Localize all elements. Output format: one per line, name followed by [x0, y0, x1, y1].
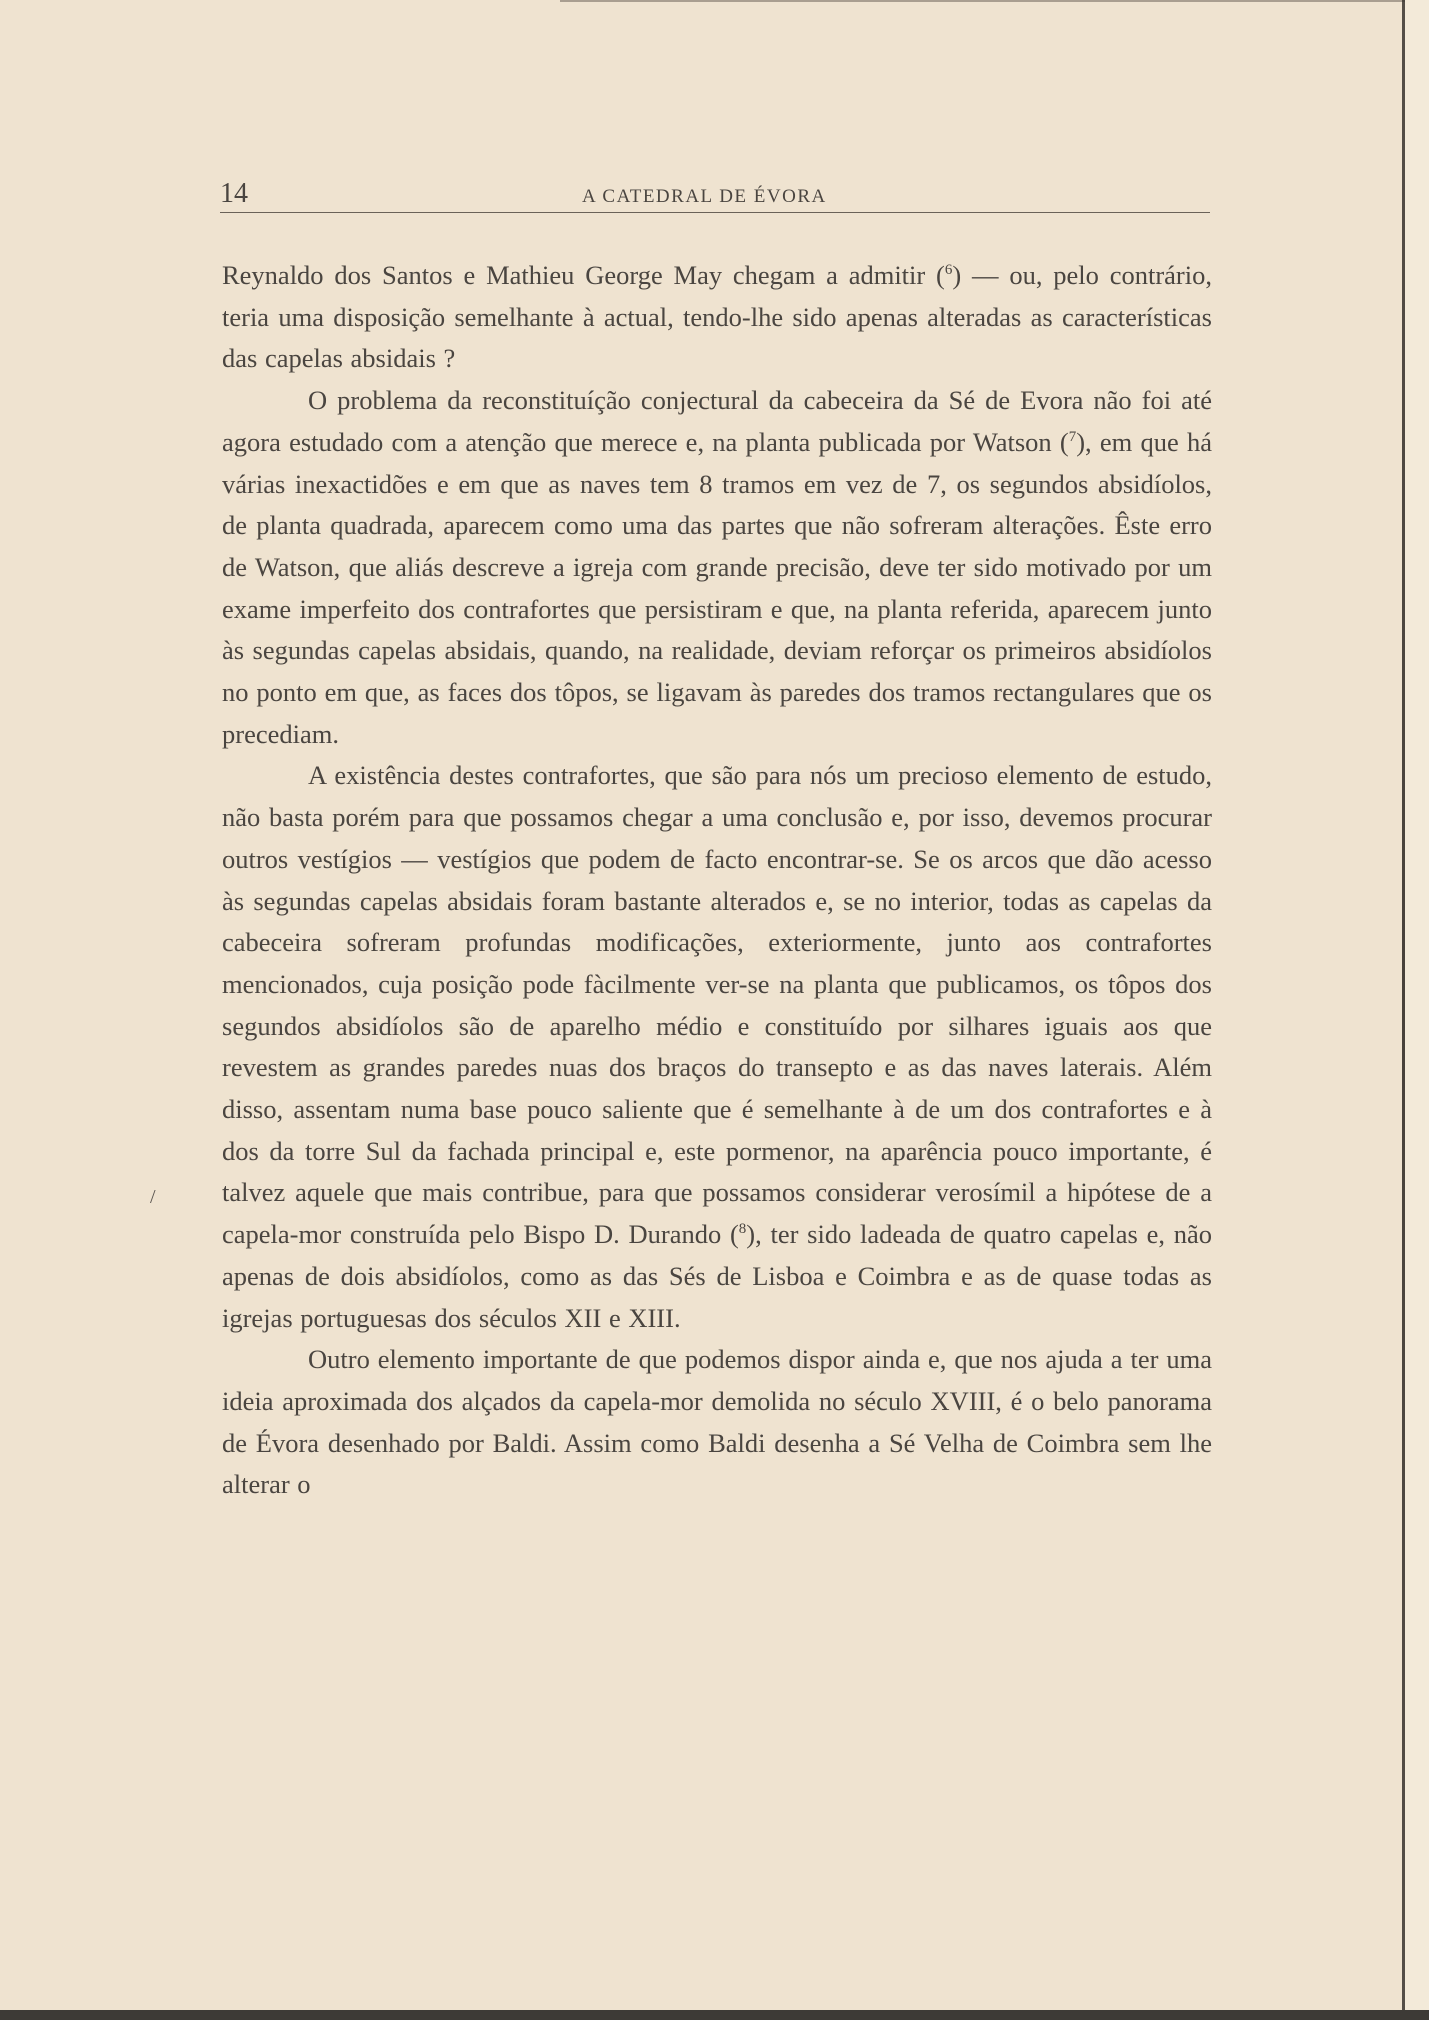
page-top-edge — [560, 0, 1420, 2]
paragraph — [222, 755, 1212, 1339]
text-segment: O problema da reconstituíção conjectural da cabeceira da Sé de Evora não foi até agora estudado com a atenção que merece e, na planta publicada por Watson ( — [222, 385, 1212, 457]
paragraph — [222, 1339, 1212, 1506]
header-rule — [220, 212, 1210, 213]
text-segment: ) — ou, pelo contrário, teria uma disposição semelhante à actual, tendo-lhe sido apenas alteradas as características das capelas absidais ? — [222, 260, 1212, 374]
paragraph — [222, 380, 1212, 755]
text-segment: Outro elemento importante de que podemos dispor ainda e, que nos ajuda a ter uma ideia aproximada dos alçados da capela-mor demolida no século XVIII, é o belo panorama de Évora desenhado por Baldi. Assim como Baldi desenha a Sé Velha de Coimbra sem lhe alterar o — [222, 1344, 1212, 1500]
book-spine-edge — [1402, 0, 1405, 2020]
footnote-reference: 7 — [1068, 428, 1077, 445]
paragraph — [222, 255, 1212, 380]
page-number: 14 — [220, 178, 248, 209]
page-header — [220, 178, 1210, 212]
page-bottom-edge — [0, 2010, 1429, 2020]
footnote-reference: 6 — [944, 262, 953, 278]
running-title: A CATEDRAL DE ÉVORA — [582, 186, 827, 207]
page-right-margin — [1405, 0, 1429, 2020]
footnote-reference: 8 — [738, 1221, 747, 1238]
text-segment: ), em que há várias inexactidões e em que as naves tem 8 tramos em vez de 7, os segundos absidíolos, de planta quadrada, aparecem como uma das partes que não sofreram alterações. Êste erro de Watson, que aliás descreve a igreja com grande precisão, deve ter sido motivado por um exame imperfeito dos contrafortes que persistiram e que, na planta referida, aparecem junto às segundas capelas absidais, quando, na realidade, deviam reforçar os primeiros absidíolos no ponto em que, as faces dos tôpos, se ligavam às paredes dos tramos rectangulares que os precediam. — [222, 426, 1212, 749]
body-text — [222, 255, 1212, 1506]
margin-mark: / — [150, 1186, 156, 1208]
text-segment: A existência destes contrafortes, que são para nós um precioso elemento de estudo, não basta porém para que possamos chegar a uma conclusão e, por isso, devemos procurar outros vestígios — vestígios que podem de facto encontrar-se. Se os arcos que dão acesso às segundas capelas absidais foram bastante alterados e, se no interior, todas as capelas da cabeceira sofreram profundas modificações, exteriormente, junto aos contrafortes mencionados, cuja posição pode fàcilmente ver-se na planta que publicamos, os tôpos dos segundos absidíolos são de aparelho médio e constituído por silhares iguais aos que revestem as grandes paredes nuas dos braços do transepto e as das naves laterais. Além disso, assentam numa base pouco saliente que é semelhante à de um dos contrafortes e à dos da torre Sul da fachada principal e, este pormenor, na aparência pouco importante, é talvez aquele que mais contribue, para que possamos considerar verosímil a hipótese de a capela-mor construída pelo Bispo D. Durando ( — [222, 760, 1212, 1250]
text-segment: Reynaldo dos Santos e Mathieu George May chegam a admitir ( — [222, 260, 945, 290]
text-segment: ), ter sido ladeada de quatro capelas e, não apenas de dois absidíolos, como as das Sés de Lisboa e Coimbra e as de quase todas as igrejas portuguesas dos séculos XII e XIII. — [222, 1219, 1212, 1333]
